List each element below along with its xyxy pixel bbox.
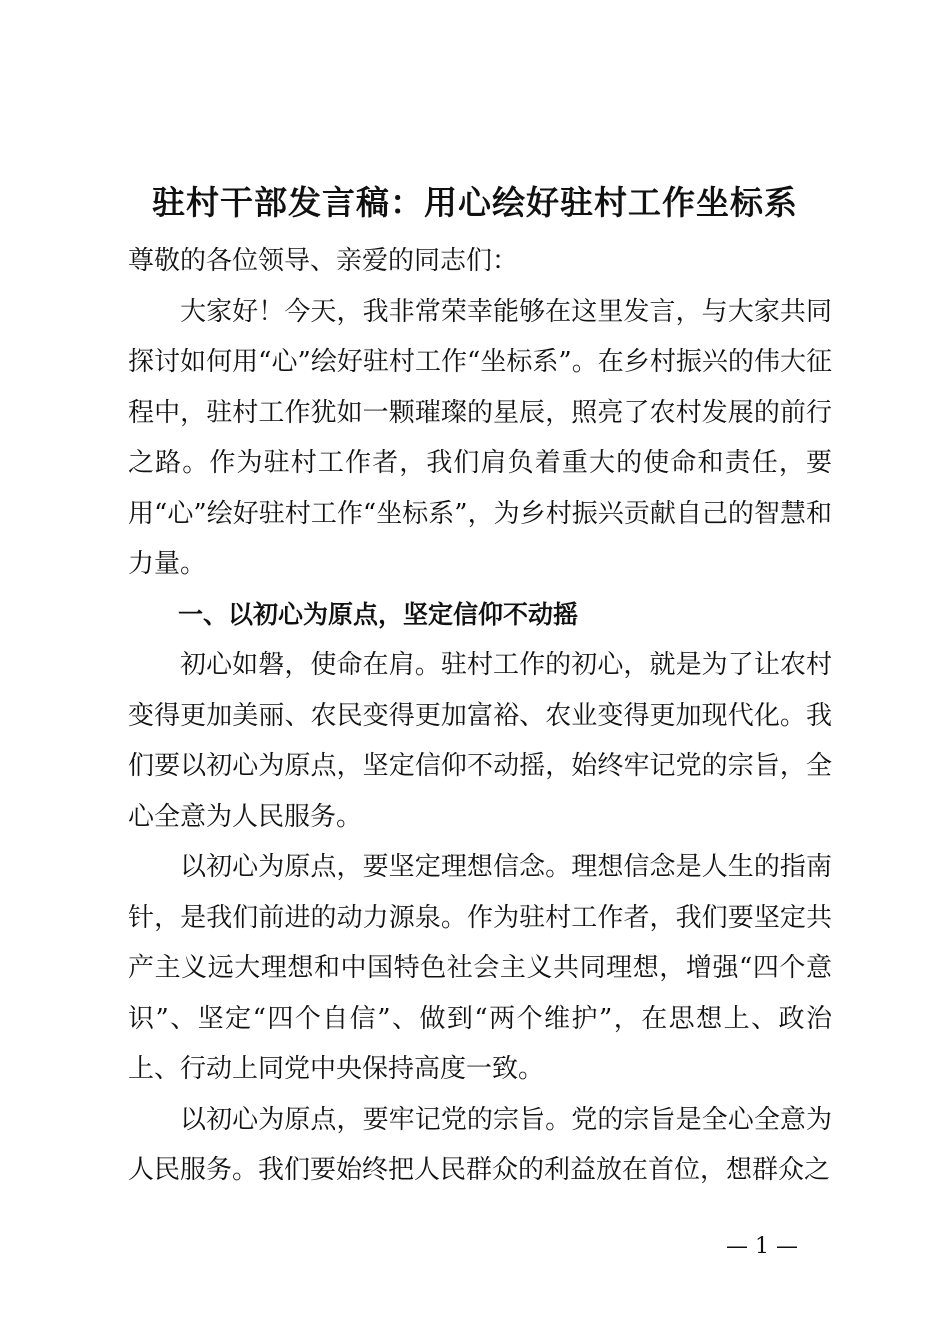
document-body	[128, 236, 832, 1196]
salutation: 尊敬的各位领导、亲爱的同志们：	[128, 246, 519, 276]
section-heading: 一、以初心为原点，坚定信仰不动摇	[178, 599, 579, 629]
section-paragraph-1: 初心如磐，使命在肩。驻村工作的初心，就是为了让农村变得更加美丽、农民变得更加富裕、农业变得更加现代化。我们要以初心为原点，坚定信仰不动摇，始终牢记党的宗旨，全心全意为人民服务。	[128, 650, 832, 832]
section-paragraph-3: 以初心为原点，要牢记党的宗旨。党的宗旨是全心全意为人民服务。我们要始终把人民群众的利益放在首位，想群众之	[128, 1104, 832, 1185]
page-number: — 1 —	[726, 1234, 798, 1259]
document-title: 驻村干部发言稿：用心绘好驻村工作坐标系	[152, 183, 798, 222]
opening-paragraph: 大家好！今天，我非常荣幸能够在这里发言，与大家共同探讨如何用“心”绘好驻村工作“坐标系”。在乡村振兴的伟大征程中，驻村工作犹如一颗璀璨的星辰，照亮了农村发展的前行之路。作为驻村工作者，我们肩负着重大的使命和责任，要用“心”绘好驻村工作“坐标系”，为乡村振兴贡献自己的智慧和力量。	[128, 296, 832, 579]
section-paragraph-2: 以初心为原点，要坚定理想信念。理想信念是人生的指南针，是我们前进的动力源泉。作为驻村工作者，我们要坚定共产主义远大理想和中国特色社会主义共同理想，增强“四个意识”、坚定“四个自信”、做到“两个维护”，在思想上、政治上、行动上同党中央保持高度一致。	[128, 852, 832, 1084]
